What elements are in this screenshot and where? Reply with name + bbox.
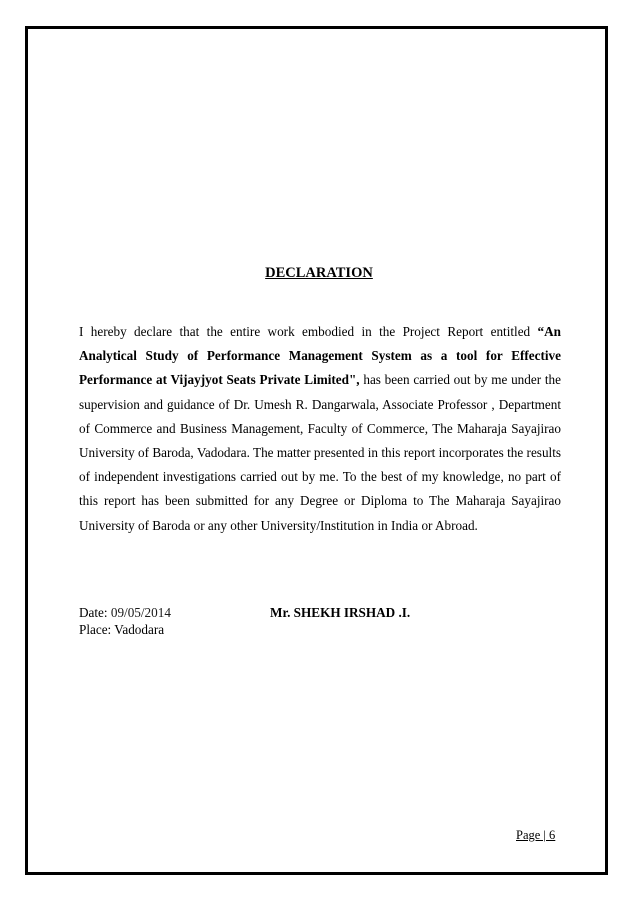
- date-line: [79, 604, 171, 621]
- page-number: Page | 6: [516, 828, 556, 842]
- place-value: Vadodara: [114, 622, 165, 637]
- declaration-text-body: has been carried out by me under the supervision and guidance of Dr. Umesh R. Dangarwala, Associate Professor , Department of Commerce and Business Management, Faculty of Commerce, The Maharaja Sayajirao University of Baroda, Vadodara. The matter presented in this report incorporates the results of independent investigations carried out by me. To the best of my knowledge, no part of this report has been submitted for any Degree or Diploma to The Maharaja Sayajirao University of Baroda or any other University/Institution in India or Abroad.: [79, 372, 561, 533]
- place-label: Place:: [79, 622, 115, 637]
- page-title: DECLARATION: [265, 265, 373, 281]
- declaration-text-intro: I hereby declare that the entire work embodied in the Project Report entitled: [79, 324, 538, 339]
- place-line: [79, 621, 171, 638]
- author-name: Mr. SHEKH IRSHAD .I.: [270, 605, 411, 620]
- date-label: Date:: [79, 605, 111, 620]
- declaration-paragraph: [79, 320, 561, 538]
- date-value: 09/05/2014: [110, 605, 171, 620]
- date-place-block: [79, 604, 171, 638]
- report-title: “An Analytical Study of Performance Management System as a tool for Effective Performance at Vijayjyot Seats Private Limited",: [79, 324, 561, 388]
